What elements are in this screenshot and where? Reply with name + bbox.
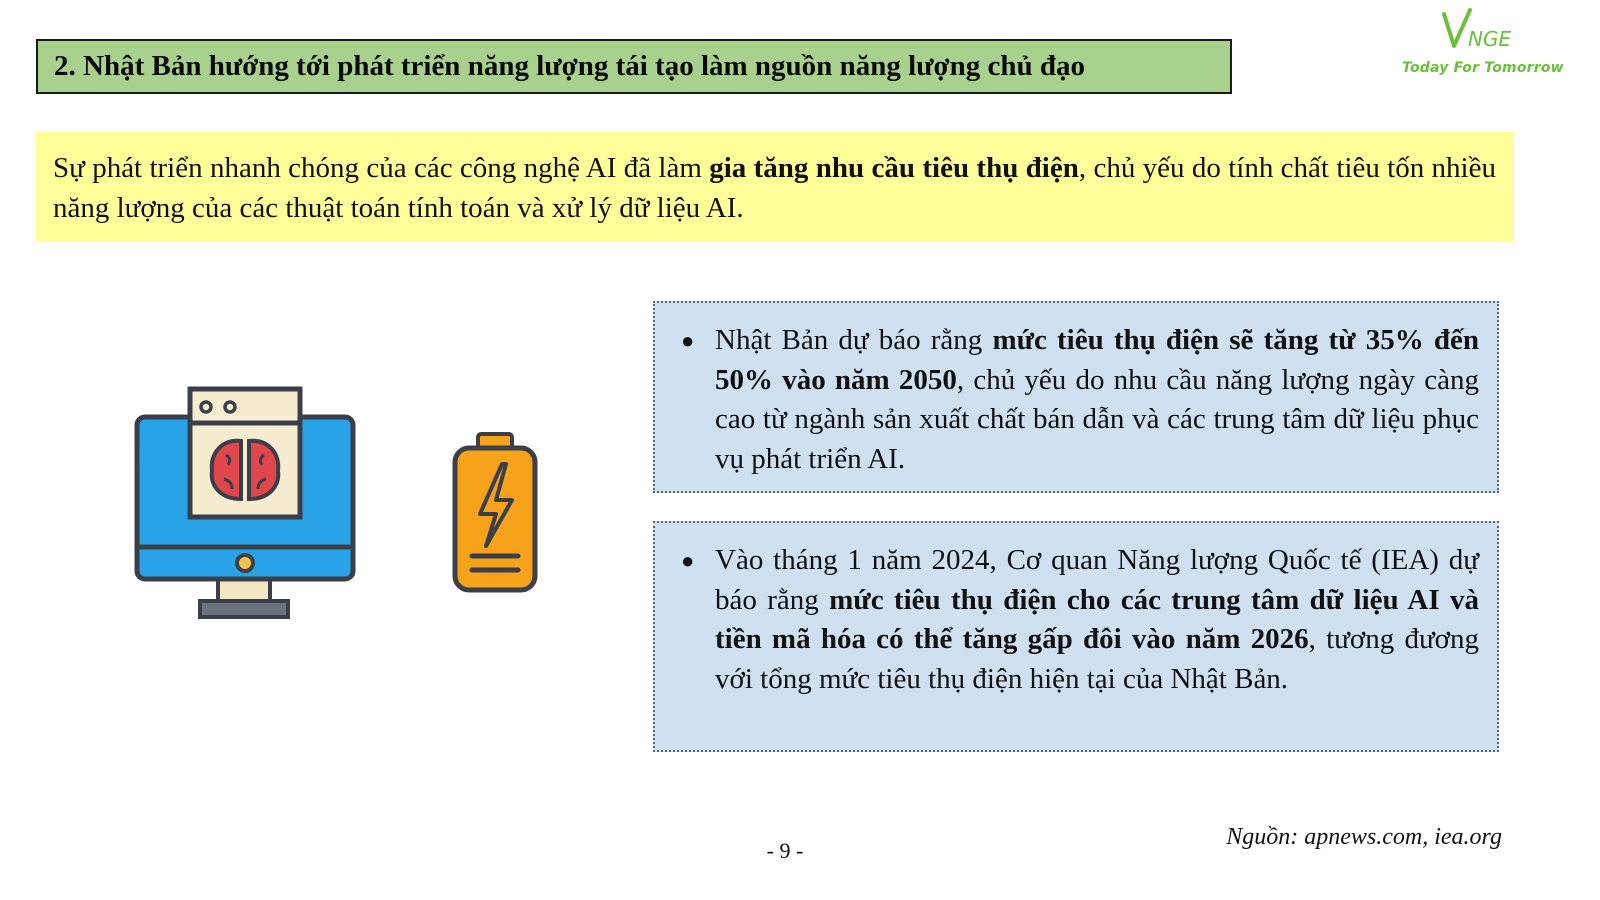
intro-highlight: gia tăng nhu cầu tiêu thụ điện	[709, 152, 1079, 184]
card-highlight: mức tiêu thụ điện cho các trung tâm dữ liệu AI và tiền mã hóa có thể tăng gấp đôi vào năm 2026	[715, 583, 1479, 655]
card-highlight: mức tiêu thụ điện sẽ tăng từ 35% đến 50% vào năm 2050	[715, 324, 1479, 396]
logo-tagline: Today For Tomorrow	[1402, 60, 1564, 76]
source-citation: Nguồn: apnews.com, iea.org	[1226, 824, 1502, 850]
intro-text-end: , chủ yếu do tính chất tiêu tốn nhiều năng lượng của các thuật toán tính toán và xử lý dữ liệu AI.	[53, 152, 1496, 224]
forecast-card-japan	[653, 301, 1499, 493]
card-text-end: , tương đương với tổng mức tiêu thụ điện hiện tại của Nhật Bản.	[715, 623, 1479, 695]
card-text-end: , chủ yếu do nhu cầu năng lượng ngày càng cao từ ngành sản xuất chất bán dẫn và các trung tâm dữ liệu phục vụ phát triển AI.	[715, 363, 1479, 475]
bullet-icon: ●	[681, 328, 695, 353]
forecast-card-iea	[653, 521, 1499, 752]
card-text: Vào tháng 1 năm 2024, Cơ quan Năng lượng Quốc tế (IEA) dự báo rằng	[715, 544, 1479, 616]
intro-box	[36, 132, 1514, 242]
page-number: - 9 -	[766, 838, 804, 863]
svg-text:NGE: NGE	[1468, 27, 1512, 51]
slide-title	[36, 39, 1232, 94]
slide-title-text: 2. Nhật Bản hướng tới phát triển năng lượng tái tạo làm nguồn năng lượng chủ đạo	[54, 50, 1085, 82]
intro-text: Sự phát triển nhanh chóng của các công nghệ AI đã làm	[53, 152, 710, 184]
vnge-logo-mark-icon	[1438, 8, 1528, 56]
card-text: Nhật Bản dự báo rằng	[715, 324, 993, 356]
bullet-icon: ●	[681, 548, 695, 573]
monitor-ai-brain-icon	[130, 383, 360, 625]
vnge-logo	[1402, 8, 1572, 88]
battery-charging-icon	[450, 430, 540, 595]
